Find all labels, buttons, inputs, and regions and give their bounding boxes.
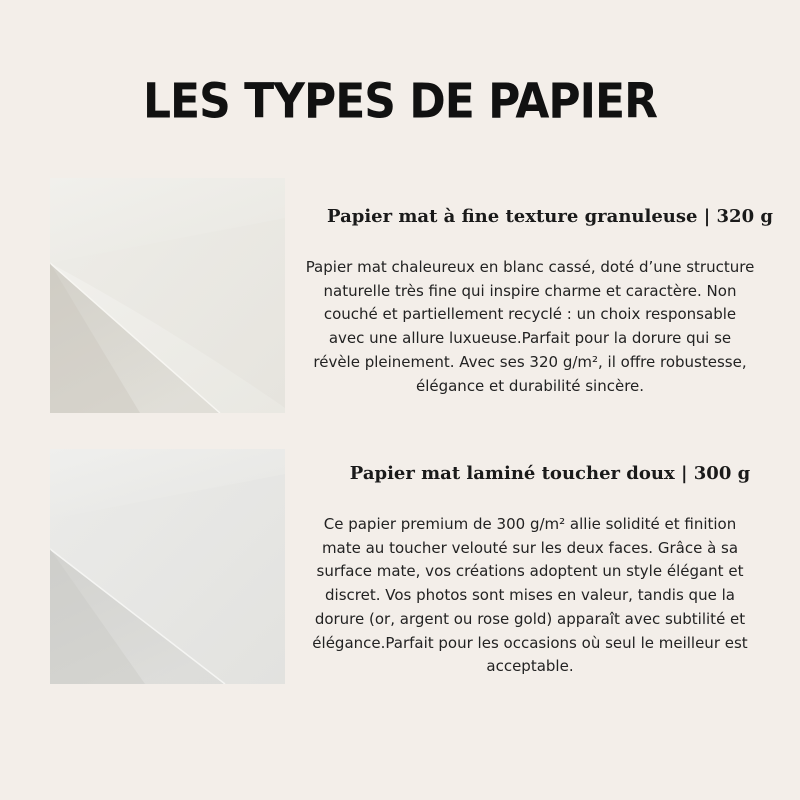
paper-title: Papier mat laminé toucher doux | 300 g [349,463,751,484]
paper-sample-image-1 [50,178,285,413]
paper-description: Ce papier premium de 300 g/m² allie solidité et finition mate au toucher velouté sur les deux faces. Grâce à sa surface mate, vos créations adoptent un style élégant et discret. Vos photos sont mises en valeur, tandis que la dorure (or, argent ou rose gold) apparaît avec subtilité et élégance.Parfait pour les occasions où seul le meilleur est acceptable. [312,515,748,676]
paper-sample-image-2 [50,449,285,684]
paper-description: Papier mat chaleureux en blanc cassé, doté d’une structure naturelle très fine qui inspire charme et caractère. Non couché et partiellement recyclé : un choix responsable avec une allure luxueuse.Parfait pour la dorure qui se révèle pleinement. Avec ses 320 g/m², il offre robustesse, élégance et durabilité sincère. [305,258,755,395]
page-title: LES TYPES DE PAPIER [142,73,657,130]
paper-title: Papier mat à fine texture granuleuse | 320 g [327,206,773,227]
